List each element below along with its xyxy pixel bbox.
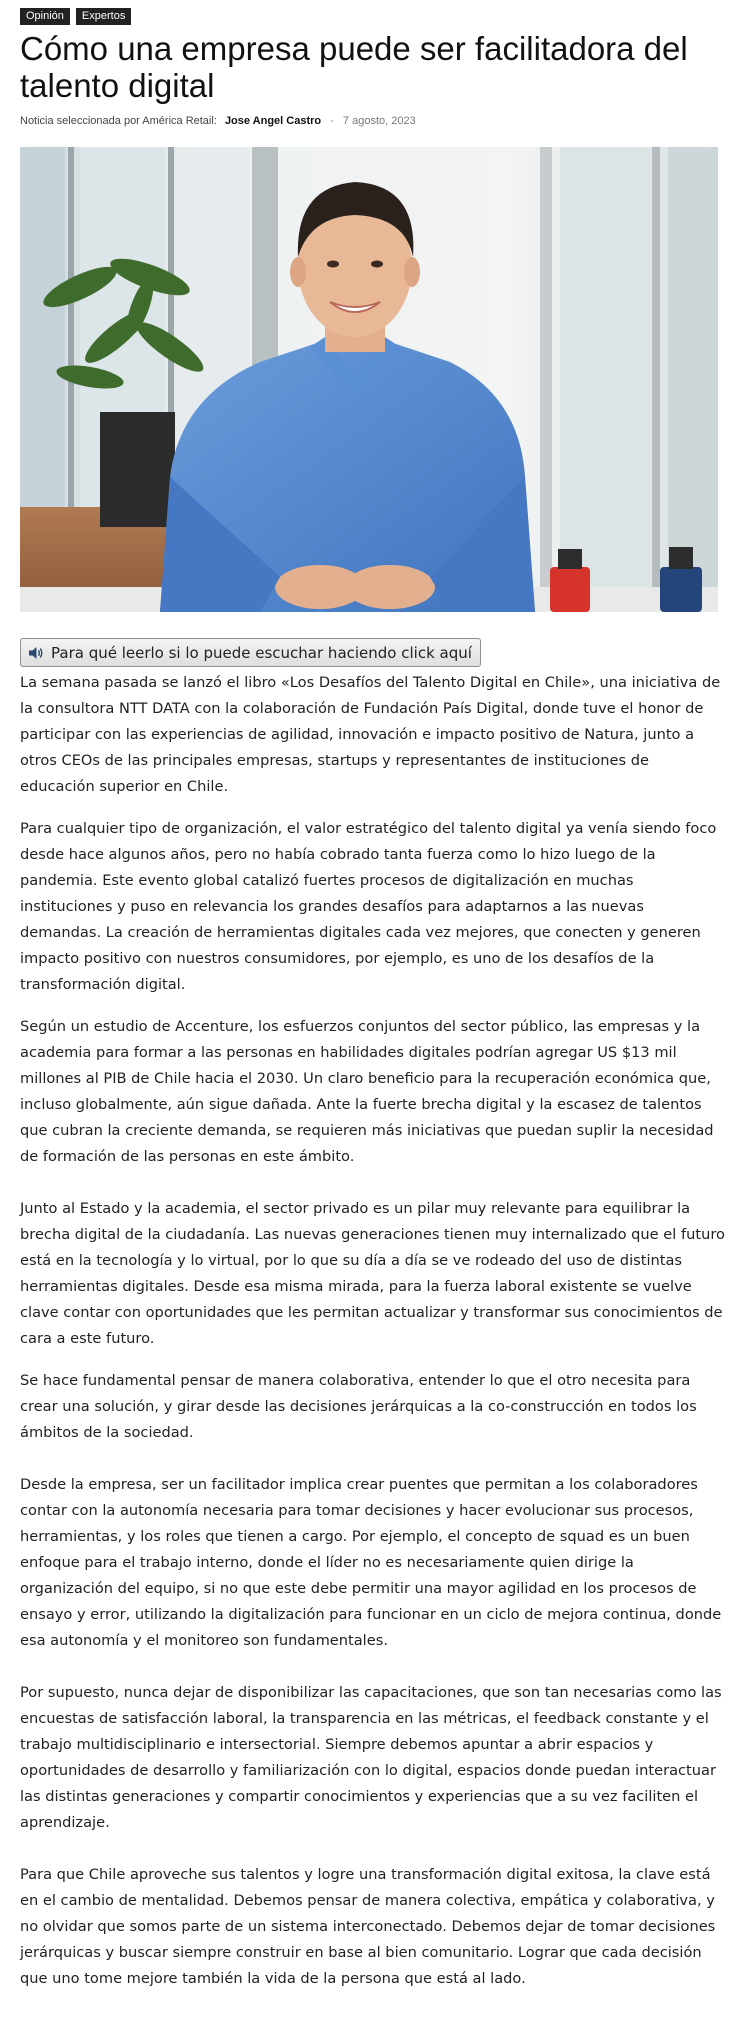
category-tags (20, 8, 131, 25)
publish-date: 7 agosto, 2023 (342, 115, 416, 127)
meta-separator: - (330, 115, 334, 127)
article-paragraph: Para que Chile aproveche sus talentos y logre una transformación digital exitosa, la clave está en el cambio de mentalidad. Debemos pensar de manera colectiva, empática y colaborativa, y no olvidar que somos parte de un sistema interconectado. Debemos dejar de tomar decisiones jerárquicas y buscar siempre construir en base al bien comunitario. Lograr que cada decisión que uno tome mejore también la vida de la persona que está al lado. (20, 1866, 716, 1987)
category-tag-expertos[interactable]: Expertos (76, 8, 131, 25)
article-paragraph: Junto al Estado y la academia, el sector privado es un pilar muy relevante para equilibrar la brecha digital de la ciudadanía. Las nuevas generaciones tienen muy internalizado que el futuro está en la tecnología y lo virtual, por lo que su día a día se ve rodeado del uso de distintas herramientas digitales. Desde esa misma mirada, para la fuerza laboral existente se vuelve clave contar con oportunidades que les permitan actualizar y transformar sus conocimientos de cara a este futuro. (20, 1200, 725, 1347)
category-tag-opinion[interactable]: Opinión (20, 8, 70, 25)
article-paragraph: Para cualquier tipo de organización, el valor estratégico del talento digital ya venía siendo foco desde hace algunos años, pero no había cobrado tanta fuerza como lo hizo luego de la pandemia. Este evento global catalizó fuertes procesos de digitalización en muchas instituciones y puso en relevancia los grandes desafíos para adaptarnos a las nuevas demandas. La creación de herramientas digitales cada vez mejores, que conecten y generen impacto positivo con nuestros consumidores, por ejemplo, es uno de los desafíos de la transformación digital. (20, 820, 717, 993)
portrait-illustration (20, 147, 718, 612)
article-title: Cómo una empresa puede ser facilitadora del talento digital (20, 30, 688, 104)
listen-audio-label: Para qué leerlo si lo puede escuchar haciendo click aquí (51, 643, 472, 662)
article-meta (20, 115, 416, 127)
article-paragraph: Por supuesto, nunca dejar de disponibilizar las capacitaciones, que son tan necesarias como las encuestas de satisfacción laboral, la transparencia en las métricas, el feedback constante y el trabajo multidisciplinario e intersectorial. Siempre debemos apuntar a abrir espacios y oportunidades de desarrollo y familiarización con lo digital, espacios donde puedan interactuar las distintas generaciones y compartir conocimientos y experiencias que a su vez faciliten el aprendizaje. (20, 1684, 722, 1831)
hero-image (20, 147, 718, 612)
article-paragraph: Se hace fundamental pensar de manera colaborativa, entender lo que el otro necesita para crear una solución, y girar desde las decisiones jerárquicas a la co-construcción en todos los ámbitos de la sociedad. (20, 1372, 697, 1441)
author-link[interactable]: Jose Angel Castro (224, 115, 322, 127)
speaker-icon (27, 644, 45, 662)
article-paragraph: Según un estudio de Accenture, los esfuerzos conjuntos del sector público, las empresas y la academia para formar a las personas en habilidades digitales podrían agregar US $13 mil millones al PIB de Chile hacia el 2030. Un claro beneficio para la recuperación económica que, incluso globalmente, aún sigue dañada. Ante la fuerte brecha digital y la escasez de talentos que cubran la creciente demanda, se requieren más iniciativas que puedan suplir la necesidad de formación de las personas en este ámbito. (20, 1018, 714, 1165)
byline-prefix: Noticia seleccionada por América Retail: (20, 115, 217, 127)
listen-audio-button[interactable] (20, 638, 481, 667)
article-body (20, 670, 726, 2018)
article-paragraph: Desde la empresa, ser un facilitador implica crear puentes que permitan a los colaboradores contar con la autonomía necesaria para tomar decisiones y hacer evolucionar sus procesos, herramientas, y los roles que tienen a cargo. Por ejemplo, el concepto de squad es un buen enfoque para el trabajo interno, donde el líder no es necesariamente quien dirige la organización del equipo, si no que este debe permitir una mayor agilidad en los procesos de ensayo y error, utilizando la digitalización para funcionar en un ciclo de mejora continua, donde esa autonomía y el monitoreo son fundamentales. (20, 1476, 722, 1649)
article-paragraph: La semana pasada se lanzó el libro «Los Desafíos del Talento Digital en Chile», una iniciativa de la consultora NTT DATA con la colaboración de Fundación País Digital, donde tuve el honor de participar con las experiencias de agilidad, innovación e impacto positivo de Natura, junto a otros CEOs de las principales empresas, startups y representantes de instituciones de educación superior en Chile. (20, 674, 721, 795)
